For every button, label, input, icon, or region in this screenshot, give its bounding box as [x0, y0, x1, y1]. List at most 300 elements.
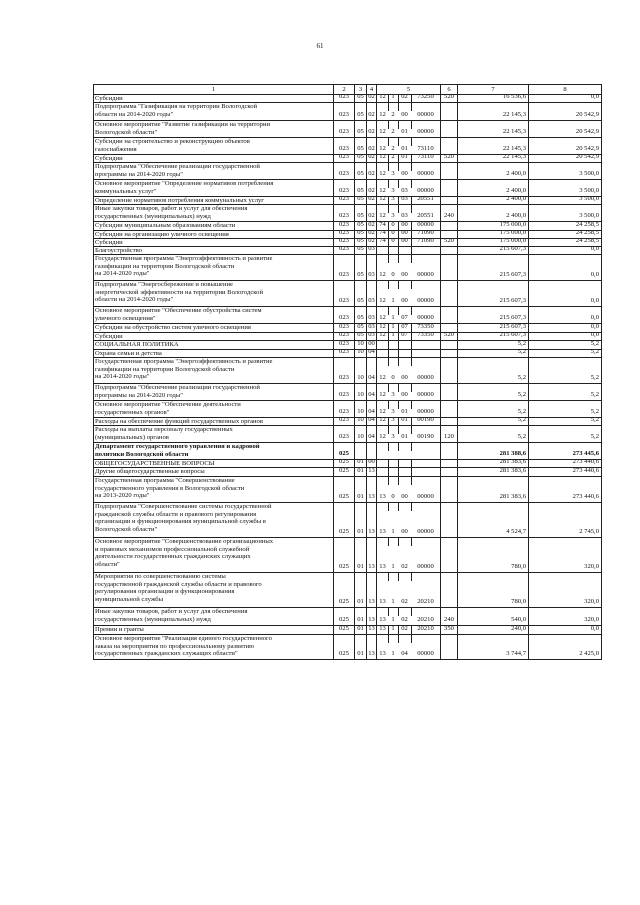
code-separator	[398, 443, 399, 451]
cell-p3: 07	[401, 333, 408, 339]
cell-sum2: 0,0	[590, 324, 599, 331]
cell-p1: 74	[379, 239, 386, 245]
table-cell	[366, 341, 376, 349]
cell-name: Основное мероприятие "Обеспечение обустройства систем уличного освещения"	[95, 307, 262, 322]
code-separator	[411, 573, 412, 581]
cell-adm: 025	[339, 563, 349, 571]
table-cell	[528, 443, 602, 459]
table-cell	[333, 121, 354, 137]
cell-pr: 02	[368, 197, 375, 203]
cell-sum2: 0,0	[590, 333, 599, 339]
table-cell	[528, 333, 602, 340]
table-cell	[388, 468, 398, 476]
cell-rz: 10	[357, 433, 364, 441]
cell-name: Подпрограмма "Энергосбережение и повышение энергетической эффективности на территории Вологодской области на 2014-2020 годы"	[95, 281, 263, 304]
table-cell	[440, 205, 457, 221]
table-cell	[398, 426, 411, 442]
cell-p3: 04	[401, 650, 408, 658]
table-cell	[457, 205, 528, 221]
code-separator	[411, 247, 412, 254]
cell-code: 00000	[417, 128, 434, 136]
cell-adm: 025	[339, 493, 349, 501]
cell-name: Субсидии	[95, 95, 123, 102]
table-cell	[333, 307, 354, 323]
code-separator	[388, 239, 389, 246]
table-cell	[411, 95, 440, 102]
table-cell	[440, 138, 457, 154]
cell-pr: 00	[368, 460, 375, 466]
table-cell	[457, 573, 528, 607]
table-cell	[366, 239, 376, 246]
cell-code: 00000	[417, 374, 434, 382]
table-cell	[457, 247, 528, 254]
table-cell	[93, 477, 333, 502]
table-cell	[440, 401, 457, 417]
code-separator	[398, 247, 399, 254]
table-cell	[366, 384, 376, 400]
cell-adm: 023	[339, 408, 349, 416]
table-cell	[376, 538, 388, 572]
cell-adm: 023	[339, 374, 349, 382]
table-cell	[457, 426, 528, 442]
table-cell	[366, 138, 376, 154]
code-separator	[398, 635, 399, 643]
table-cell	[366, 418, 376, 425]
table-cell	[457, 239, 528, 246]
cell-p1: 13	[379, 563, 386, 571]
cell-pr: 04	[368, 418, 375, 424]
cell-pr: 00	[368, 341, 375, 348]
cell-name: Охрана семьи и детства	[95, 350, 162, 357]
cell-rz: 01	[357, 528, 364, 536]
code-separator	[398, 197, 399, 204]
table-cell	[388, 247, 398, 254]
cell-p1: 13	[379, 616, 386, 624]
table-cell	[333, 281, 354, 306]
cell-adm: 023	[339, 314, 349, 322]
code-separator	[411, 324, 412, 332]
table-cell	[93, 468, 333, 476]
table-cell	[440, 247, 457, 254]
code-separator	[398, 180, 399, 188]
cell-rz: 10	[357, 350, 364, 356]
table-cell	[398, 121, 411, 137]
table-cell	[411, 443, 440, 459]
cell-sum1: 22 145,3	[502, 128, 526, 136]
cell-p2: 3	[391, 408, 395, 416]
cell-sum1: 2 400,0	[506, 187, 526, 195]
cell-p2: 1	[391, 563, 395, 571]
cell-name: Мероприятия по совершенствованию системы государственной гражданской службы области и правового регулирования организации и функционирования муниципальной службы	[95, 573, 262, 603]
cell-pr: 04	[368, 350, 375, 356]
cell-adm: 025	[339, 598, 349, 606]
table-cell	[388, 608, 398, 625]
cell-vr: 240	[444, 212, 454, 220]
cell-p3: 02	[401, 563, 408, 571]
cell-adm: 025	[339, 468, 349, 475]
table-row	[93, 196, 602, 204]
table-cell	[388, 358, 398, 383]
table-cell	[528, 239, 602, 246]
cell-rz: 01	[357, 460, 364, 466]
cell-adm: 025	[339, 460, 349, 466]
cell-pr: 04	[368, 391, 375, 399]
code-separator	[398, 384, 399, 392]
table-cell	[398, 418, 411, 425]
cell-name: Государственная программа "Совершенствование государственного управления в Вологодской области на 2013-2020 годы"	[95, 477, 245, 500]
cell-adm: 023	[339, 197, 349, 203]
table-row	[93, 400, 602, 417]
table-cell	[333, 418, 354, 425]
table-cell	[440, 197, 457, 204]
table-cell	[376, 121, 388, 137]
table-cell	[398, 163, 411, 179]
header-cell: 8	[528, 85, 602, 94]
table-cell	[528, 324, 602, 332]
table-cell	[333, 324, 354, 332]
table-cell	[93, 443, 333, 459]
table-cell	[457, 635, 528, 659]
table-cell	[528, 538, 602, 572]
table-cell	[528, 608, 602, 625]
code-separator	[411, 333, 412, 340]
code-separator	[411, 608, 412, 616]
table-cell	[411, 573, 440, 607]
table-cell	[440, 443, 457, 459]
table-cell	[398, 324, 411, 332]
table-cell	[411, 401, 440, 417]
cell-p3: 00	[401, 222, 408, 229]
cell-p1: 12	[379, 128, 386, 136]
code-separator	[398, 205, 399, 213]
table-cell	[528, 468, 602, 476]
table-cell	[398, 341, 411, 349]
table-cell	[376, 205, 388, 221]
table-cell	[457, 350, 528, 357]
cell-rz: 10	[357, 391, 364, 399]
cell-sum2: 20 542,9	[575, 111, 599, 119]
table-row	[93, 417, 602, 425]
cell-sum2: 5,2	[590, 374, 599, 382]
table-row	[93, 238, 602, 246]
table-row	[93, 246, 602, 254]
cell-adm: 023	[339, 341, 349, 348]
code-separator	[388, 281, 389, 289]
cell-code: 00000	[417, 170, 434, 178]
table-cell	[333, 443, 354, 459]
header-cell: 3	[354, 85, 366, 94]
code-separator	[388, 155, 389, 162]
table-cell	[333, 635, 354, 659]
table-cell	[366, 358, 376, 383]
table-cell	[333, 163, 354, 179]
table-cell	[93, 180, 333, 196]
table-row	[93, 383, 602, 400]
table-cell	[354, 197, 366, 204]
cell-adm: 023	[339, 433, 349, 441]
table-row	[93, 349, 602, 357]
table-cell	[93, 281, 333, 306]
cell-p2: 3	[391, 212, 395, 220]
table-cell	[376, 468, 388, 476]
table-cell	[398, 635, 411, 659]
table-cell	[398, 384, 411, 400]
cell-p3: 00	[401, 271, 408, 279]
cell-p3: 03	[401, 187, 408, 195]
code-separator	[411, 384, 412, 392]
cell-p2: 0	[391, 231, 395, 237]
table-cell	[333, 155, 354, 162]
table-cell	[457, 401, 528, 417]
table-cell	[333, 222, 354, 230]
cell-name: Субсидии на строительство и реконструкцию объектов газоснабжения	[95, 138, 250, 153]
cell-p2: 2	[391, 111, 395, 119]
cell-sum1: 175 000,0	[499, 239, 526, 245]
table-cell	[354, 401, 366, 417]
cell-rz: 10	[357, 418, 364, 424]
cell-p3: 01	[401, 155, 408, 161]
table-cell	[93, 503, 333, 537]
cell-p1: 12	[379, 408, 386, 416]
table-cell	[440, 180, 457, 196]
code-separator	[398, 573, 399, 581]
table-cell	[333, 197, 354, 204]
table-cell	[388, 350, 398, 357]
table-cell	[398, 180, 411, 196]
table-row	[93, 502, 602, 537]
code-separator	[398, 239, 399, 246]
table-cell	[333, 231, 354, 238]
header-cell: 2	[333, 85, 354, 94]
table-cell	[333, 401, 354, 417]
code-separator	[398, 103, 399, 111]
table-cell	[388, 155, 398, 162]
table-cell	[388, 197, 398, 204]
table-cell	[376, 503, 388, 537]
table-cell	[354, 231, 366, 238]
table-cell	[366, 281, 376, 306]
cell-p1: 12	[379, 433, 386, 441]
table-cell	[376, 95, 388, 102]
table-cell	[93, 333, 333, 340]
table-cell	[440, 95, 457, 102]
table-cell	[528, 503, 602, 537]
table-cell	[354, 180, 366, 196]
table-cell	[398, 155, 411, 162]
cell-sum2: 5,2	[590, 408, 599, 416]
table-cell	[388, 418, 398, 425]
cell-p3: 07	[401, 314, 408, 322]
cell-code: 73110	[417, 155, 434, 161]
cell-sum1: 22 145,3	[502, 145, 526, 153]
header-cell: 7	[457, 85, 528, 94]
table-cell	[398, 231, 411, 238]
cell-sum1: 3 744,7	[506, 650, 526, 658]
table-cell	[354, 503, 366, 537]
cell-adm: 023	[339, 128, 349, 136]
table-cell	[376, 635, 388, 659]
cell-sum1: 215 607,3	[499, 333, 526, 339]
code-separator	[411, 197, 412, 204]
table-cell	[93, 426, 333, 442]
table-cell	[411, 281, 440, 306]
table-cell	[528, 573, 602, 607]
table-cell	[457, 155, 528, 162]
table-row	[93, 357, 602, 383]
table-cell	[366, 426, 376, 442]
code-separator	[388, 384, 389, 392]
cell-p3: 00	[401, 528, 408, 536]
cell-name: СОЦИАЛЬНАЯ ПОЛИТИКА	[95, 341, 179, 348]
table-cell	[333, 341, 354, 349]
code-separator	[388, 477, 389, 485]
code-separator	[411, 477, 412, 485]
cell-code: 00190	[417, 433, 434, 441]
cell-rz: 05	[357, 333, 364, 339]
table-cell	[411, 418, 440, 425]
code-separator	[388, 255, 389, 263]
code-separator	[398, 341, 399, 349]
cell-code: 00000	[417, 111, 434, 119]
table-cell	[457, 197, 528, 204]
cell-vr: 240	[444, 616, 454, 624]
table-cell	[376, 443, 388, 459]
cell-sum1: 240,0	[511, 626, 526, 633]
table-row	[93, 179, 602, 196]
cell-code: 00000	[417, 297, 434, 305]
table-cell	[376, 197, 388, 204]
cell-name: Подпрограмма "Обеспечение реализации государственной программы на 2014-2020 годы"	[95, 384, 260, 399]
table-cell	[376, 307, 388, 323]
cell-pr: 13	[368, 650, 375, 658]
table-cell	[333, 239, 354, 246]
cell-pr: 04	[368, 408, 375, 416]
cell-adm: 025	[339, 626, 349, 633]
cell-name: Субсидии на обустройство систем уличного освещения	[95, 324, 251, 331]
cell-name: Государственная программа "Энергоэффективность и развитие газификации на территории Вологодской области на 2014-2020 годы"	[95, 358, 273, 381]
cell-pr: 03	[368, 271, 375, 279]
table-cell	[440, 538, 457, 572]
table-cell	[376, 103, 388, 120]
cell-pr: 13	[368, 563, 375, 571]
table-cell	[354, 138, 366, 154]
code-separator	[411, 443, 412, 451]
table-cell	[528, 255, 602, 280]
cell-pr: 13	[368, 616, 375, 624]
table-cell	[388, 255, 398, 280]
cell-pr: 02	[368, 212, 375, 220]
table-cell	[528, 180, 602, 196]
table-cell	[366, 635, 376, 659]
table-cell	[93, 138, 333, 154]
cell-adm: 023	[339, 350, 349, 356]
code-separator	[388, 163, 389, 171]
table-cell	[440, 350, 457, 357]
table-row	[93, 459, 602, 467]
table-cell	[440, 418, 457, 425]
code-separator	[411, 255, 412, 263]
code-separator	[388, 418, 389, 425]
table-cell	[440, 341, 457, 349]
code-separator	[411, 205, 412, 213]
table-cell	[366, 468, 376, 476]
cell-rz: 05	[357, 247, 364, 253]
cell-pr: 02	[368, 187, 375, 195]
table-cell	[411, 358, 440, 383]
cell-sum1: 281 383,6	[499, 468, 526, 475]
table-cell	[376, 138, 388, 154]
code-separator	[411, 468, 412, 476]
table-cell	[354, 324, 366, 332]
code-separator	[398, 155, 399, 162]
table-cell	[376, 384, 388, 400]
cell-rz: 01	[357, 598, 364, 606]
code-separator	[388, 426, 389, 434]
table-cell	[411, 121, 440, 137]
table-cell	[398, 538, 411, 572]
cell-pr: 02	[368, 155, 375, 161]
table-cell	[457, 163, 528, 179]
table-cell	[440, 324, 457, 332]
table-row	[93, 476, 602, 502]
table-cell	[366, 197, 376, 204]
cell-sum2: 0,0	[590, 271, 599, 279]
table-cell	[398, 103, 411, 120]
cell-code: 00000	[417, 271, 434, 279]
table-cell	[376, 401, 388, 417]
table-cell	[93, 222, 333, 230]
table-cell	[411, 626, 440, 634]
code-separator	[411, 635, 412, 643]
table-row	[93, 137, 602, 154]
table-cell	[440, 626, 457, 634]
code-separator	[388, 324, 389, 332]
table-cell	[388, 503, 398, 537]
table-cell	[398, 401, 411, 417]
cell-p1: 13	[379, 493, 386, 501]
table-cell	[93, 247, 333, 254]
cell-sum2: 3 500,0	[579, 170, 599, 178]
code-separator	[411, 281, 412, 289]
cell-name: Основное мероприятие "Развитие газификации на территории Вологодской области"	[95, 121, 271, 136]
cell-sum2: 0,0	[590, 95, 599, 101]
cell-sum2: 24 258,5	[575, 239, 599, 245]
cell-pr: 02	[368, 222, 375, 229]
code-separator	[398, 538, 399, 546]
table-cell	[354, 468, 366, 476]
cell-name: Субсидии муниципальным образованиям области	[95, 222, 236, 229]
table-cell	[528, 635, 602, 659]
cell-sum2: 2 425,0	[579, 650, 599, 658]
cell-p2: 1	[391, 626, 395, 633]
table-cell	[440, 103, 457, 120]
cell-p2: 1	[391, 616, 395, 624]
cell-p1: 12	[379, 111, 386, 119]
code-separator	[411, 358, 412, 366]
cell-code: 00000	[417, 650, 434, 658]
code-separator	[398, 401, 399, 409]
code-separator	[411, 538, 412, 546]
cell-sum1: 5,2	[517, 374, 526, 382]
table-cell	[376, 350, 388, 357]
table-cell	[354, 635, 366, 659]
table-cell	[376, 477, 388, 502]
cell-name: Подпрограмма "Обеспечение реализации государственной программы на 2014-2020 годы"	[95, 163, 260, 178]
table-cell	[376, 163, 388, 179]
table-cell	[457, 341, 528, 349]
code-separator	[388, 608, 389, 616]
cell-rz: 10	[357, 374, 364, 382]
